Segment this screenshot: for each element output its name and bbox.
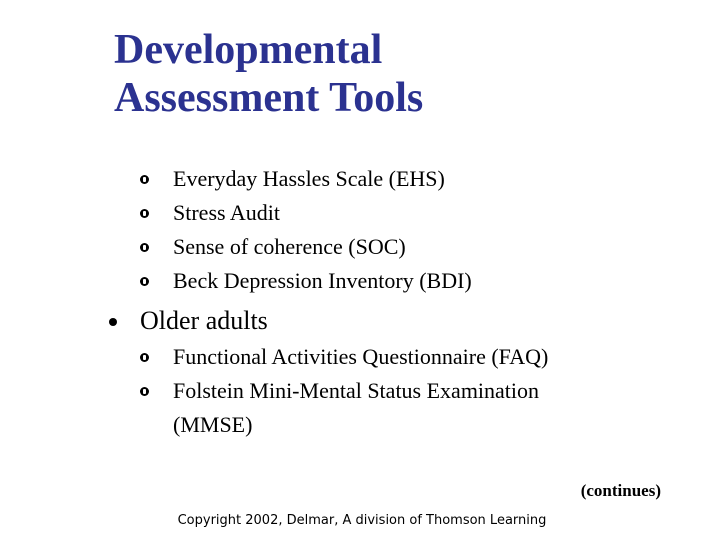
list-item-text: Sense of coherence (SOC) [173, 234, 406, 259]
list-item-text: Everyday Hassles Scale (EHS) [173, 166, 445, 191]
section-heading-text: Older adults [140, 306, 268, 335]
list-item-text: Beck Depression Inventory (BDI) [173, 268, 472, 293]
continues-label: (continues) [580, 481, 661, 500]
copyright-footer [0, 513, 720, 528]
section-item-list [137, 340, 683, 442]
list-item [137, 230, 472, 264]
slide-title-line-1: Developmental [114, 27, 383, 73]
coin-bullet-icon [137, 340, 151, 374]
list-item [137, 196, 472, 230]
copyright-text: Copyright 2002, Delmar, A division of Thomson Learning [177, 513, 547, 528]
coin-bullet-icon [137, 196, 151, 230]
continuing-item-list [137, 162, 472, 298]
dot-bullet-icon [109, 318, 117, 326]
list-item-text: Functional Activities Questionnaire (FAQ) [173, 344, 549, 369]
list-item-text: Stress Audit [173, 200, 280, 225]
list-item-text: Folstein Mini-Mental Status Examination (MMSE) [173, 378, 540, 437]
list-item [137, 340, 683, 374]
coin-bullet-icon [137, 230, 151, 264]
slide-title [114, 26, 674, 122]
list-item [137, 162, 472, 196]
coin-bullet-icon [137, 374, 151, 408]
coin-bullet-icon [137, 162, 151, 196]
list-item [137, 374, 603, 442]
section-heading [103, 303, 683, 339]
older-adults-section [103, 303, 683, 442]
coin-bullet-icon [137, 264, 151, 298]
list-item [137, 264, 472, 298]
slide-title-line-2: Assessment Tools [114, 75, 424, 121]
